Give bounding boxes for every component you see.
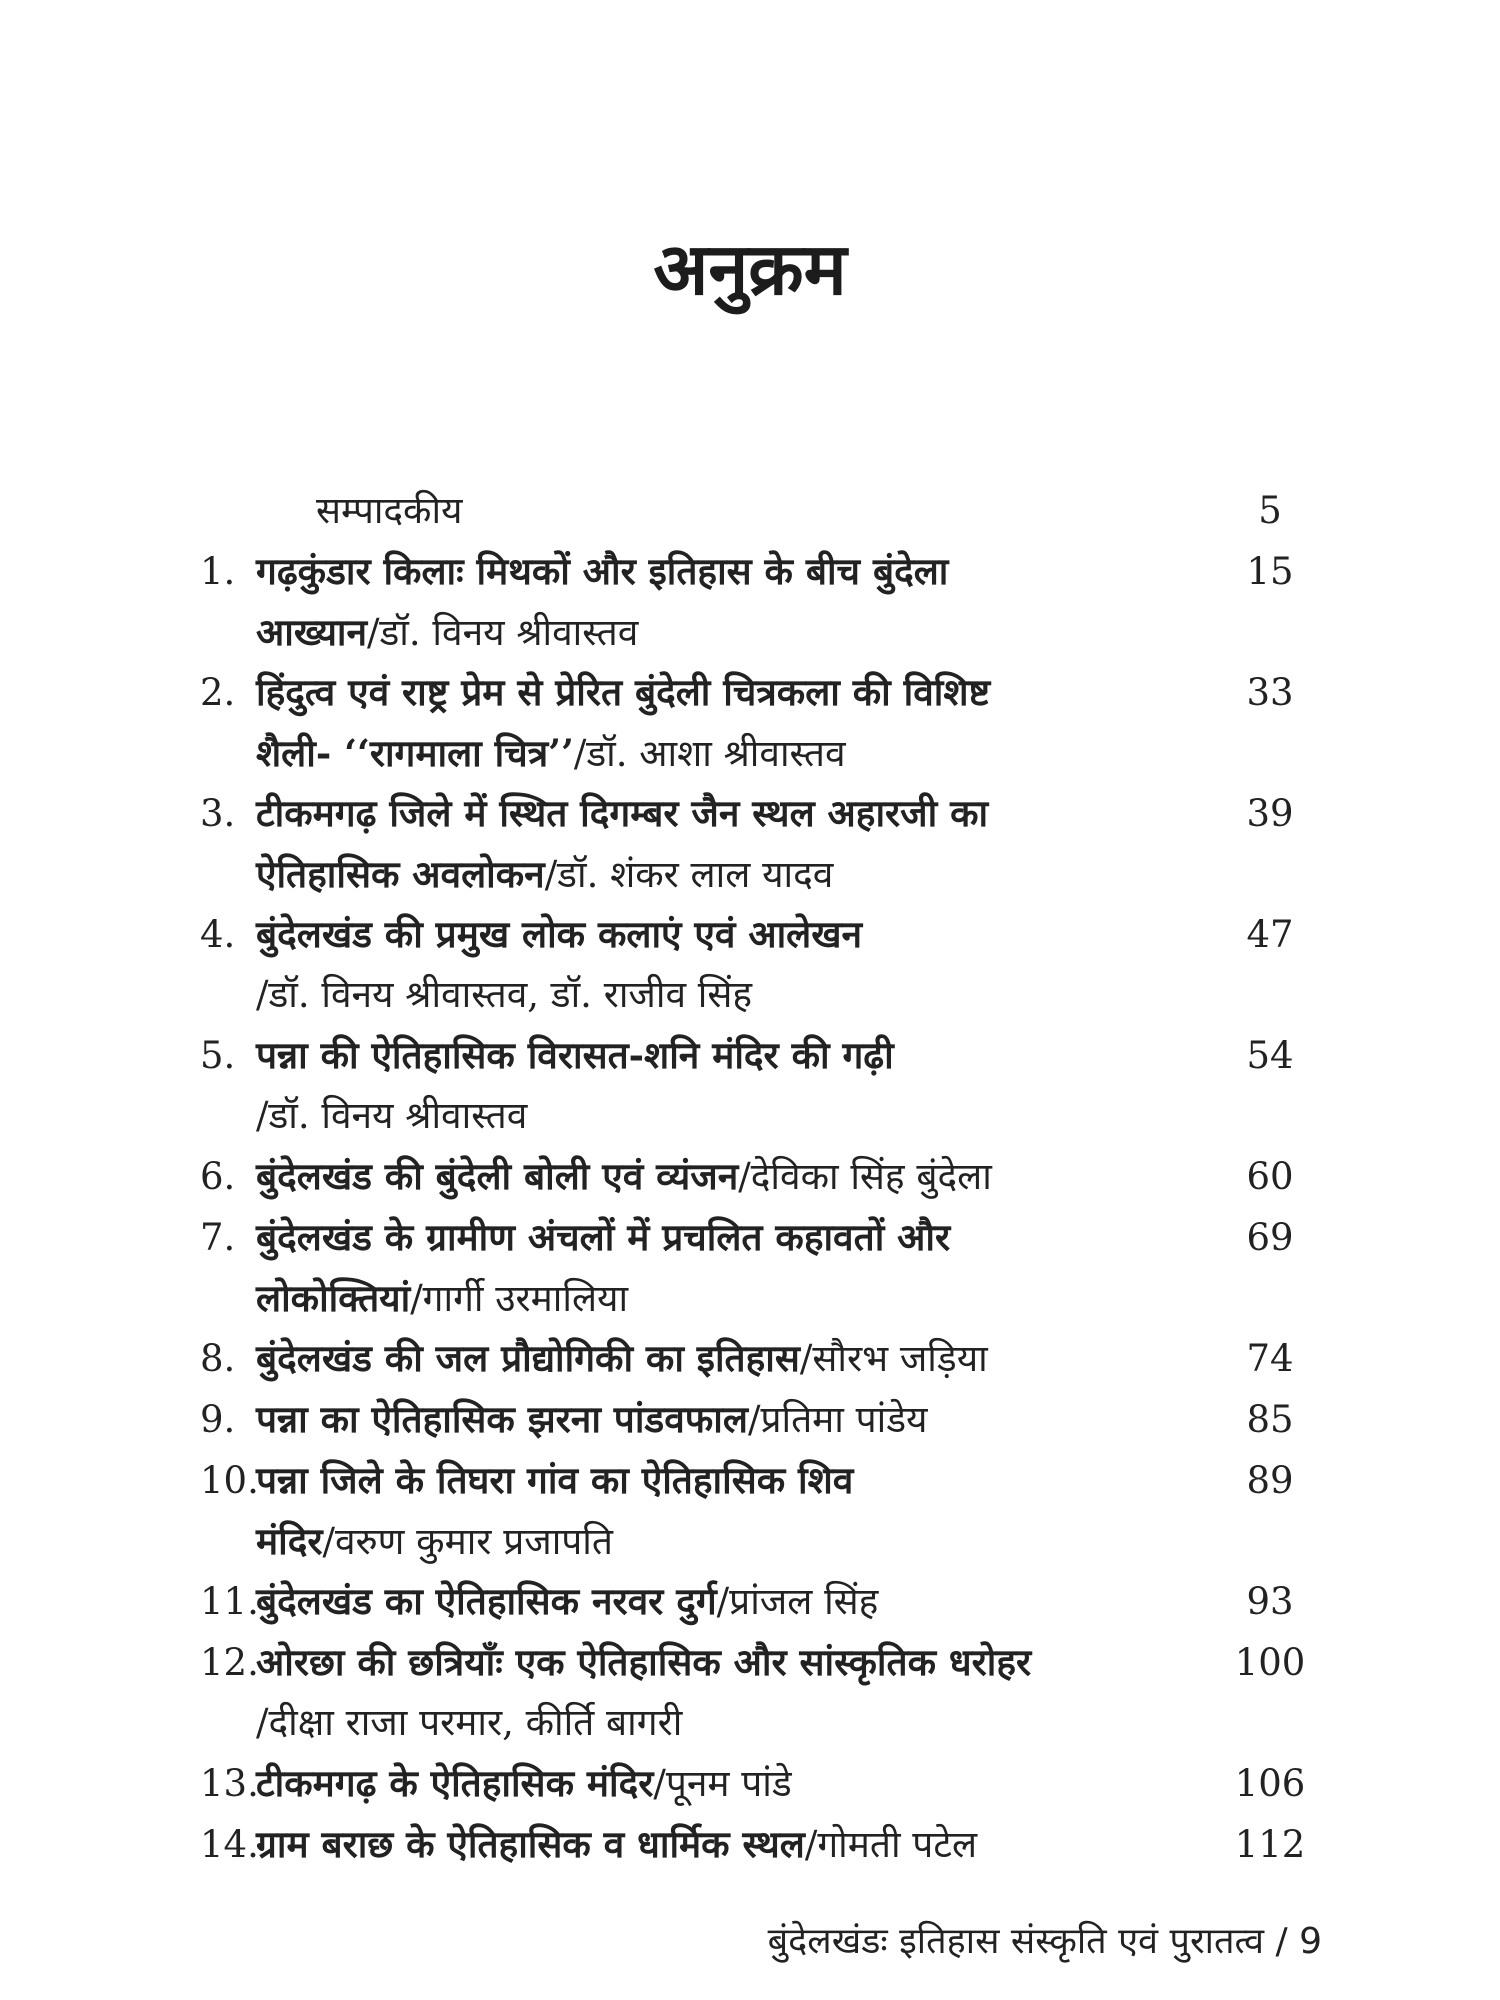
- entry-page: 39: [1246, 792, 1294, 835]
- entry-page: 74: [1246, 1337, 1294, 1380]
- entry-title-continued: आख्यान: [256, 610, 368, 654]
- entry-number: 9.: [200, 1398, 236, 1441]
- toc-entry: [200, 662, 1320, 783]
- entry-author: /गोमती पटेल: [804, 1823, 978, 1866]
- entry-title-continued: शैली- ‘‘रागमाला चित्र’’: [256, 731, 574, 775]
- entry-number: 1.: [200, 550, 236, 593]
- toc-entry: [200, 1328, 1320, 1389]
- toc-entry: [200, 1146, 1320, 1207]
- entry-page: 69: [1246, 1216, 1294, 1259]
- entry-page: 5: [1258, 489, 1282, 532]
- entry-number: 10.: [200, 1459, 259, 1502]
- entry-title-continued: ऐतिहासिक अवलोकन: [256, 852, 545, 896]
- entry-number: 14.: [200, 1823, 259, 1866]
- toc-entry: [200, 1207, 1320, 1328]
- entry-title: बुंदेलखंड की बुंदेली बोली एवं व्यंजन: [256, 1154, 739, 1198]
- entry-page: 100: [1234, 1641, 1306, 1684]
- toc-entry: [200, 541, 1320, 662]
- toc-entry: [200, 1389, 1320, 1450]
- entry-title: बुंदेलखंड के ग्रामीण अंचलों में प्रचलित कहावतों और: [256, 1215, 951, 1259]
- entry-author: /प्रतिमा पांडेय: [747, 1398, 928, 1441]
- entry-author: /दीक्षा राजा परमार, कीर्ति बागरी: [256, 1701, 683, 1744]
- entry-title: हिंदुत्व एवं राष्ट्र प्रेम से प्रेरित बुंदेली चित्रकला की विशिष्ट: [256, 670, 991, 714]
- entry-page: 47: [1246, 913, 1294, 956]
- entry-author: /पूनम पांडे: [653, 1762, 792, 1805]
- entry-page: 54: [1246, 1034, 1294, 1077]
- entry-title: पन्ना का ऐतिहासिक झरना पांडवफाल: [256, 1397, 748, 1441]
- toc-entry: [200, 1814, 1320, 1875]
- entry-page: 112: [1234, 1823, 1306, 1866]
- entry-number: 4.: [200, 913, 236, 956]
- toc-entry: [200, 1025, 1320, 1146]
- entry-number: 12.: [200, 1641, 259, 1684]
- entry-page: 85: [1246, 1398, 1294, 1441]
- entry-author: /प्रांजल सिंह: [716, 1580, 879, 1623]
- entry-number: 11.: [200, 1580, 259, 1623]
- entry-author: /डॉ. विनय श्रीवास्तव: [256, 1094, 528, 1137]
- entry-author: /देविका सिंह बुंदेला: [738, 1155, 992, 1198]
- table-of-contents: [200, 480, 1320, 1875]
- running-footer: बुंदेलखंडः इतिहास संस्कृति एवं पुरातत्व / 9: [767, 1921, 1322, 1962]
- toc-entry: [200, 904, 1320, 1025]
- entry-author: /सौरभ जड़िया: [799, 1337, 988, 1380]
- entry-page: 89: [1246, 1459, 1294, 1502]
- entry-title: गढ़कुंडार किलाः मिथकों और इतिहास के बीच बुंदेला: [256, 549, 949, 593]
- entry-title-continued: मंदिर: [256, 1519, 323, 1563]
- toc-entry-editorial: [200, 480, 1320, 541]
- entry-number: 5.: [200, 1034, 236, 1077]
- entry-title: बुंदेलखंड का ऐतिहासिक नरवर दुर्ग: [256, 1579, 717, 1623]
- entry-author: /गार्गी उरमालिया: [410, 1277, 629, 1320]
- entry-title: ओरछा की छत्रियाँः एक ऐतिहासिक और सांस्कृतिक धरोहर: [256, 1640, 1032, 1684]
- entry-page: 33: [1246, 671, 1294, 714]
- entry-page: 106: [1234, 1762, 1306, 1805]
- toc-entry: [200, 1450, 1320, 1571]
- entry-page: 15: [1246, 550, 1294, 593]
- entry-number: 6.: [200, 1155, 236, 1198]
- toc-entry: [200, 783, 1320, 904]
- entry-title-continued: लोकोक्तियां: [256, 1276, 411, 1320]
- entry-author: /डॉ. विनय श्रीवास्तव, डॉ. राजीव सिंह: [256, 973, 753, 1016]
- entry-title: पन्ना जिले के तिघरा गांव का ऐतिहासिक शिव: [256, 1458, 854, 1502]
- entry-author: /डॉ. विनय श्रीवास्तव: [367, 611, 639, 654]
- entry-number: 8.: [200, 1337, 236, 1380]
- entry-author: /डॉ. शंकर लाल यादव: [544, 853, 834, 896]
- entry-number: 13.: [200, 1762, 259, 1805]
- entry-title: बुंदेलखंड की जल प्रौद्योगिकी का इतिहास: [256, 1336, 800, 1380]
- entry-author: /डॉ. आशा श्रीवास्तव: [573, 732, 846, 775]
- page-title: अनुक्रम: [653, 227, 847, 311]
- entry-number: 7.: [200, 1216, 236, 1259]
- entry-title: ग्राम बराछ के ऐतिहासिक व धार्मिक स्थल: [256, 1822, 805, 1866]
- entry-title: टीकमगढ़ के ऐतिहासिक मंदिर: [256, 1761, 654, 1805]
- entry-title: पन्ना की ऐतिहासिक विरासत-शनि मंदिर की गढ़ी: [256, 1033, 894, 1077]
- entry-page: 60: [1246, 1155, 1294, 1198]
- entry-title: टीकमगढ़ जिले में स्थित दिगम्बर जैन स्थल अहारजी का: [256, 791, 989, 835]
- toc-entry: [200, 1753, 1320, 1814]
- entry-number: 2.: [200, 671, 236, 714]
- entry-number: 3.: [200, 792, 236, 835]
- entry-page: 93: [1246, 1580, 1294, 1623]
- entry-title: बुंदेलखंड की प्रमुख लोक कलाएं एवं आलेखन: [256, 912, 863, 956]
- toc-entry: [200, 1632, 1320, 1753]
- entry-title: सम्पादकीय: [316, 489, 463, 532]
- entry-author: /वरुण कुमार प्रजापति: [322, 1520, 613, 1563]
- toc-entry: [200, 1571, 1320, 1632]
